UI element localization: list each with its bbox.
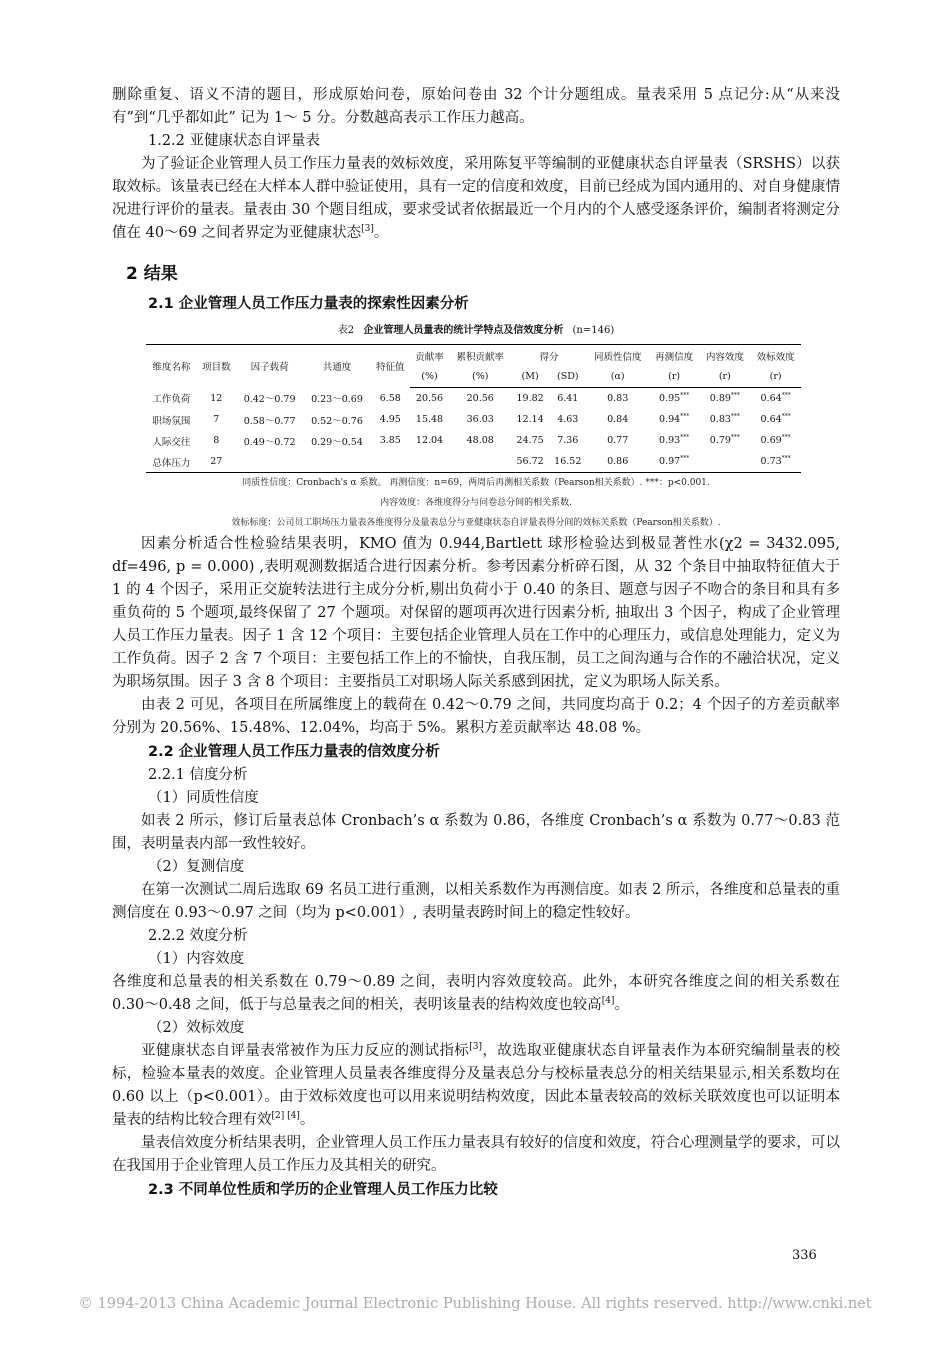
cell-value: 0.64 bbox=[760, 414, 782, 425]
table-subheader: (%) bbox=[449, 366, 511, 388]
table-cell: 0.49～0.72 bbox=[243, 436, 296, 448]
paragraph-srshs bbox=[112, 153, 840, 245]
table-header: 项目数 bbox=[197, 345, 236, 388]
significance-mark: *** bbox=[730, 412, 740, 420]
table-note: 效标标度：公司员工职场压力量表各维度得分及量表总分与亚健康状态自评量表得分间的效标关系数（Pearson相关系数）. bbox=[231, 518, 721, 528]
paragraph-text: 各维度和总量表的相关系数在 0.79～0.89 之间，表明内容效度较高。此外，本研究各维度之间的相关系数在 0.30～0.48 之间，低于与总量表之间的相关，表明该量表的结构效度也较高 bbox=[112, 974, 840, 1013]
table-cell: 15.48 bbox=[415, 414, 444, 425]
table-subheader: (M) bbox=[511, 366, 549, 388]
subheading-homogeneity: （1）同质性信度 bbox=[148, 790, 259, 806]
table-sample-size: (n=146) bbox=[572, 325, 615, 336]
significance-mark: *** bbox=[781, 433, 791, 441]
subheading-retest: （2）复测信度 bbox=[148, 859, 245, 875]
table-subheader: (r) bbox=[649, 366, 700, 388]
cell-value: 0.97 bbox=[659, 456, 681, 467]
table-row bbox=[146, 430, 801, 451]
table-header: 共通度 bbox=[303, 345, 370, 388]
table-2 bbox=[146, 344, 801, 473]
table-title: 企业管理人员量表的统计学特点及信效度分析 bbox=[363, 325, 564, 336]
cell-value: 0.73 bbox=[760, 456, 782, 467]
table-cell: 3.85 bbox=[379, 435, 401, 446]
paragraph-text: 亚健康状态自评量表常被作为压力反应的测试指标 bbox=[141, 1043, 470, 1059]
table-cell: 48.08 bbox=[466, 435, 494, 446]
table-cell: 0.29～0.54 bbox=[311, 436, 363, 448]
paragraph-retest: 在第一次测试二周后选取 69 名员工进行重测，以相关系数作为再测信度。如表 2 所示，各维度和总量表的重测信度在 0.93～0.97 之间（均为 p<0.001）, 表明量表跨时间上的稳定性较好。 bbox=[112, 882, 840, 921]
table-cell bbox=[649, 409, 700, 430]
table-header: 内容效度 bbox=[699, 345, 750, 367]
table-cell bbox=[699, 430, 750, 451]
table-cell bbox=[750, 409, 801, 430]
significance-mark: *** bbox=[730, 433, 740, 441]
paragraph-validity-summary: 量表信效度分析结果表明，企业管理人员工作压力量表具有较好的信度和效度，符合心理测量学的要求，可以在我国用于企业管理人员工作压力及其相关的研究。 bbox=[112, 1135, 840, 1174]
table-cell: 19.82 bbox=[516, 393, 544, 404]
table-cell: 4.63 bbox=[557, 414, 579, 425]
table-subheader: (r) bbox=[699, 366, 750, 388]
cell-value: 0.94 bbox=[659, 414, 681, 425]
cell-value: 0.89 bbox=[709, 393, 731, 404]
table-cell: 20.56 bbox=[466, 393, 494, 404]
section-heading-2-2: 2.2 企业管理人员工作压力量表的信效度分析 bbox=[148, 744, 440, 760]
table-row bbox=[146, 409, 801, 430]
table-cell: 人际交往 bbox=[152, 436, 191, 448]
citation-ref: [2] [4] bbox=[271, 1111, 300, 1122]
table-cell: 7 bbox=[213, 414, 220, 425]
section-heading-2-1: 2.1 企业管理人员工作压力量表的探索性因素分析 bbox=[148, 296, 469, 312]
table-cell: 0.83 bbox=[607, 393, 629, 404]
significance-mark: *** bbox=[680, 391, 690, 399]
cell-value: 0.64 bbox=[760, 393, 782, 404]
citation-ref: [3] bbox=[469, 1042, 482, 1053]
table-cell bbox=[649, 451, 700, 473]
table-cell bbox=[750, 430, 801, 451]
table-cell: 56.72 bbox=[511, 451, 549, 473]
table-subheader: (r) bbox=[750, 366, 801, 388]
cell-value: 0.69 bbox=[760, 435, 782, 446]
table-note: 同质性信度：Cronbach's α 系数。 再测信度：n=69，两周后再测相关系数（Pearson相关系数）. ***：p<0.001. bbox=[242, 478, 710, 488]
table-cell: 16.52 bbox=[549, 451, 587, 473]
section-heading-2-2-1: 2.2.1 信度分析 bbox=[148, 767, 248, 783]
table-cell: 0.52～0.76 bbox=[311, 415, 363, 427]
cell-value: 0.93 bbox=[659, 435, 681, 446]
copyright-footer: © 1994-2013 China Academic Journal Electronic Publishing House. All rights reserved. http://www.cnki.net bbox=[78, 1296, 872, 1312]
cell-value: 0.79 bbox=[709, 435, 731, 446]
section-heading-2-2-2: 2.2.2 效度分析 bbox=[148, 928, 248, 944]
table-label: 表2 bbox=[337, 325, 355, 336]
table-row bbox=[146, 451, 801, 473]
table-row bbox=[146, 388, 801, 410]
citation-ref: [3] bbox=[361, 224, 374, 235]
table-cell bbox=[303, 451, 370, 473]
cell-value: 0.83 bbox=[709, 414, 731, 425]
table-header: 特征值 bbox=[371, 345, 410, 388]
table-cell bbox=[699, 451, 750, 473]
paragraph-content-validity bbox=[112, 971, 840, 1017]
table-cell bbox=[699, 388, 750, 410]
citation-ref: [4] bbox=[601, 996, 615, 1007]
table-cell: 6.58 bbox=[379, 392, 401, 404]
table-cell bbox=[699, 409, 750, 430]
table-cell: 0.58～0.77 bbox=[243, 415, 296, 427]
table-header: 维度名称 bbox=[146, 345, 197, 388]
table-cell: 0.86 bbox=[587, 451, 649, 473]
paragraph-table2-summary: 由表 2 可见，各项目在所属维度上的载荷在 0.42～0.79 之间，共同度均高于 0.2；4 个因子的方差贡献率分别为 20.56%、15.48%、12.04%，均高于 5%。累积方差贡献率达 48.08 %。 bbox=[112, 697, 840, 736]
significance-mark: *** bbox=[781, 391, 791, 399]
table-subheader: (%) bbox=[410, 366, 449, 388]
section-heading-1-2-2: 1.2.2 亚健康状态自评量表 bbox=[148, 133, 321, 149]
significance-mark: *** bbox=[680, 454, 690, 462]
table-header: 贡献率 bbox=[410, 345, 449, 367]
significance-mark: *** bbox=[680, 433, 690, 441]
significance-mark: *** bbox=[680, 412, 690, 420]
paragraph-factor-analysis: 因素分析适合性检验结果表明，KMO 值为 0.944,Bartlett 球形检验达到极显著性水(χ2 = 3432.095, df=496, p = 0.000) ,表明观测数据适合进行因素分析。参考因素分析碎石图，从 32 个条目中抽取特征值大于 1 的 4 个因子，采用正交旋转法进行主成分分析,剔出负荷小于 0.40 的条目、题意与因子不吻合的条目和具有多重负荷的 5 个题项,最终保留了 27 个题项。对保留的题项再次进行因素分析, 抽取出 3 个因子，构成了企业管理人员工作压力量表。因子 1 含 12 个项目：主要包括企业管理人员在工作中的心理压力，或信息处理能力，定义为工作负荷。因子 2 含 7 个项目：主要包括工作上的不愉快，自我压制，员工之间沟通与合作的不融洽状况，定义为职场氛围。因子 3 含 8 个项目：主要指员工对职场人际关系感到困扰，定义为职场人际关系。 bbox=[112, 536, 840, 690]
paragraph-text-end: 。 bbox=[373, 225, 389, 241]
table-cell: 工作负荷 bbox=[152, 394, 191, 406]
table-cell: 6.41 bbox=[557, 393, 579, 404]
page-number: 336 bbox=[792, 1248, 817, 1263]
table-note: 内容效度：各维度得分与问卷总分间的相关系数. bbox=[380, 498, 572, 508]
table-cell: 27 bbox=[197, 451, 236, 473]
table-cell: 7.36 bbox=[557, 435, 579, 446]
paragraph-intro: 删除重复、语义不清的题目，形成原始问卷，原始问卷由 32 个计分题组成。量表采用 5 点记分:从“从来没有”到“几乎都如此” 记为 1～ 5 分。分数越高表示工作压力越高。 bbox=[112, 87, 840, 126]
paragraph-alpha: 如表 2 所示，修订后量表总体 Cronbach’s α 系数为 0.86，各维度 Cronbach’s α 系数为 0.77～0.83 范围，表明量表内部一致性较好。 bbox=[112, 813, 840, 852]
paragraph-text-end: 。 bbox=[614, 997, 629, 1013]
table-cell: 8 bbox=[213, 435, 220, 446]
table-header: 效标效度 bbox=[750, 345, 801, 367]
table-subheader: (SD) bbox=[549, 366, 587, 388]
table-header: 同质性信度 bbox=[587, 345, 649, 367]
paragraph-criterion-validity bbox=[112, 1040, 840, 1132]
section-heading-2-3: 2.3 不同单位性质和学历的企业管理人员工作压力比较 bbox=[148, 1182, 498, 1198]
table-header: 再测信度 bbox=[649, 345, 700, 367]
paragraph-text-end: 。 bbox=[299, 1112, 315, 1128]
table-cell bbox=[236, 451, 303, 473]
table-cell: 0.23～0.69 bbox=[311, 394, 363, 406]
table-cell: 12.04 bbox=[415, 435, 444, 446]
table-subheader: (α) bbox=[587, 366, 649, 388]
significance-mark: *** bbox=[730, 391, 740, 399]
table-cell bbox=[410, 451, 449, 473]
table-cell: 12.14 bbox=[516, 414, 544, 425]
table-cell: 24.75 bbox=[516, 435, 544, 446]
table-cell bbox=[371, 451, 410, 473]
table-cell bbox=[750, 388, 801, 410]
table-cell bbox=[649, 388, 700, 410]
table-cell: 总体压力 bbox=[146, 451, 197, 473]
table-cell: 12 bbox=[210, 392, 223, 404]
page-body bbox=[112, 84, 840, 1202]
cell-value: 0.95 bbox=[659, 393, 681, 404]
table-cell: 0.84 bbox=[607, 414, 629, 425]
table-header: 因子载荷 bbox=[236, 345, 303, 388]
table-caption bbox=[112, 324, 840, 338]
significance-mark: *** bbox=[781, 454, 791, 462]
table-cell: 4.95 bbox=[379, 414, 401, 425]
table-cell bbox=[750, 451, 801, 473]
section-heading-2: 2 结果 bbox=[126, 264, 178, 284]
paragraph-text: 为了验证企业管理人员工作压力量表的效标效度，采用陈复平等编制的亚健康状态自评量表（SRSHS）以获取效标。该量表已经在大样本人群中验证使用，具有一定的信度和效度，目前已经成为国内通用的、对自身健康情况进行评价的量表。量表由 30 个题目组成，要求受试者依据最近一个月内的个人感受逐条评价，编制者将测定分值在 40～69 之间者界定为亚健康状态 bbox=[112, 156, 840, 241]
table-cell bbox=[449, 451, 511, 473]
table-header: 得分 bbox=[511, 345, 586, 367]
table-cell: 0.42～0.79 bbox=[243, 394, 296, 406]
table-cell: 职场氛围 bbox=[152, 415, 191, 427]
table-cell: 20.56 bbox=[415, 393, 444, 404]
subheading-content-validity: （1）内容效度 bbox=[148, 951, 245, 967]
table-header: 累积贡献率 bbox=[449, 345, 511, 367]
table-cell: 36.03 bbox=[466, 414, 494, 425]
table-cell: 0.77 bbox=[607, 435, 629, 446]
significance-mark: *** bbox=[781, 412, 791, 420]
paragraph-text: ，故选取亚健康状态自评量表作为本研究编制量表的校标，检验本量表的效度。企业管理人员量表各维度得分及量表总分与校标量表总分的相关结果显示,相关系数均在 0.60 以上（p<0.001）。由于效标效度也可以用来说明结构效度，因此本量表较高的效标关联效度也可以证明本量表的结构比较合理有效 bbox=[112, 1043, 841, 1128]
table-cell bbox=[649, 430, 700, 451]
subheading-criterion-validity: （2）效标效度 bbox=[148, 1020, 245, 1036]
